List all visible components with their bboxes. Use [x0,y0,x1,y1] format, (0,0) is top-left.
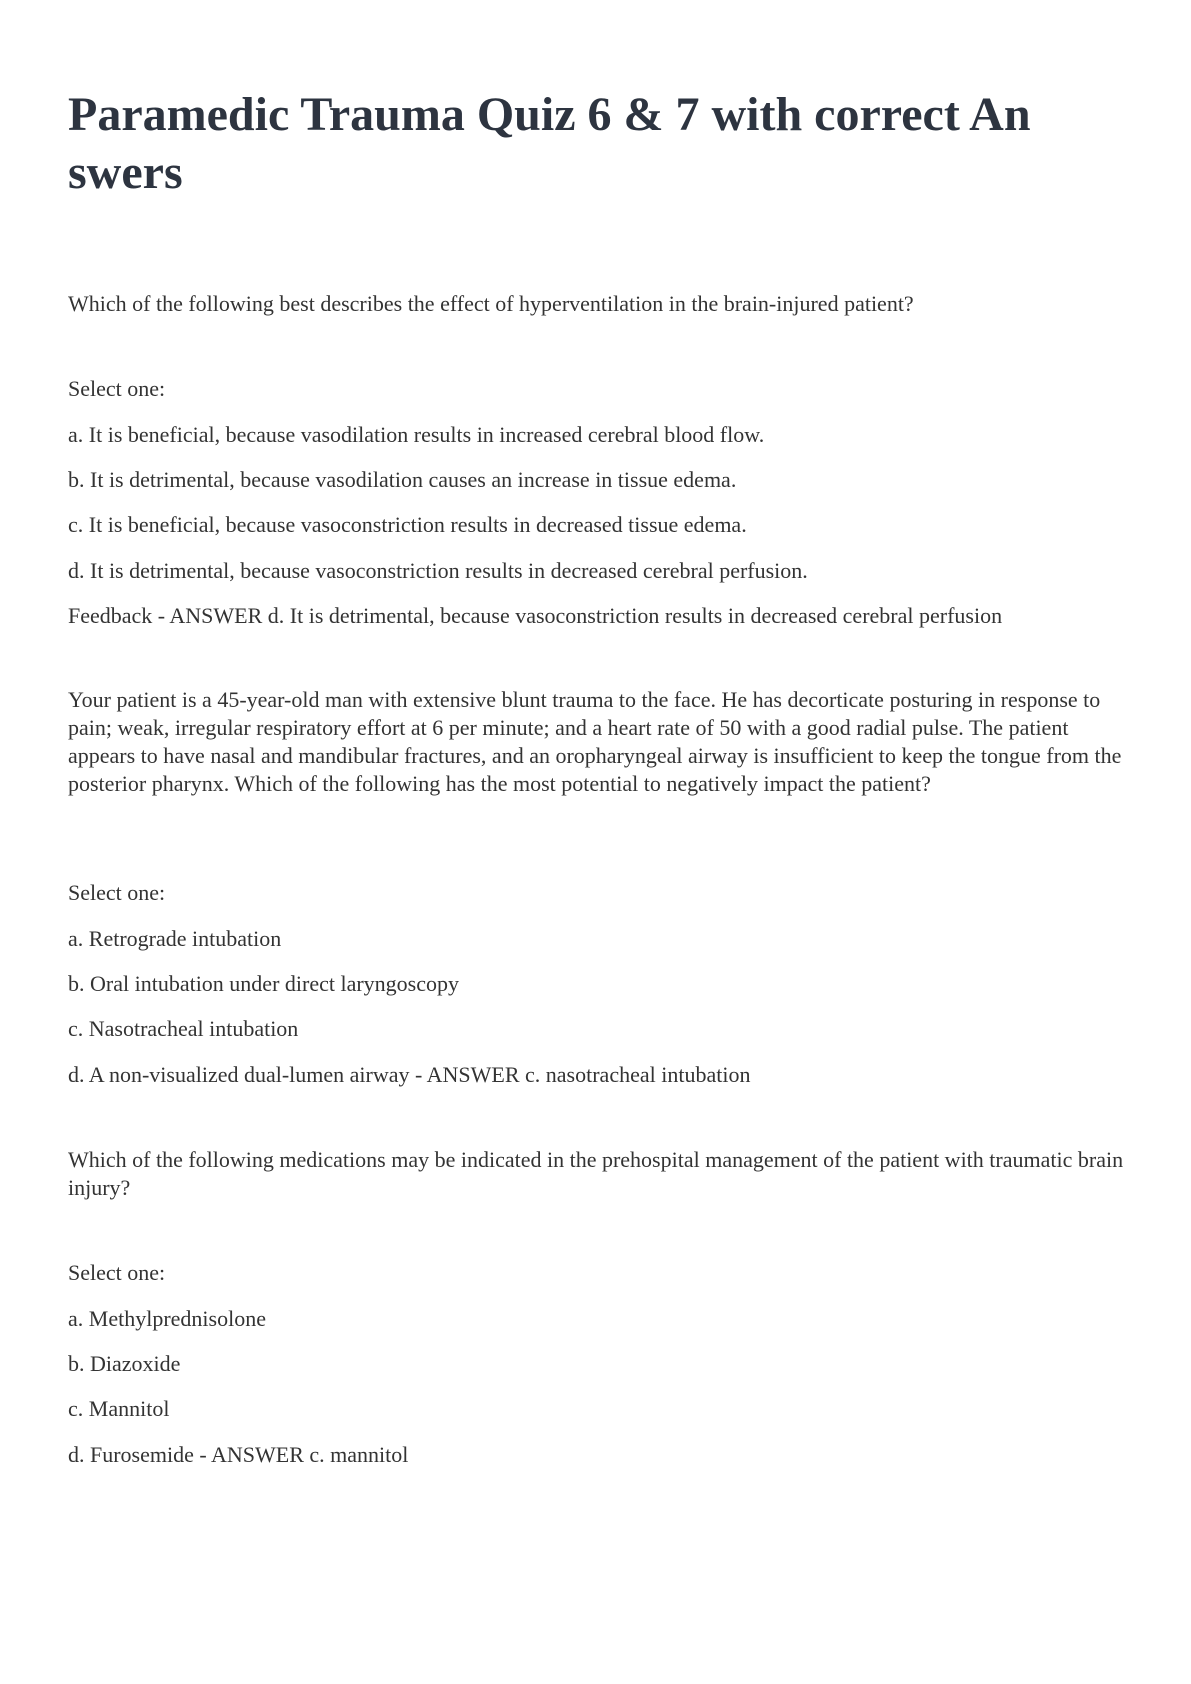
question-2-option-a: a. Retrograde intubation [68,926,282,951]
question-1-option-d: d. It is detrimental, because vasoconstriction results in decreased cerebral perfusion. [68,558,808,583]
question-1-feedback: Feedback - ANSWER d. It is detrimental, because vasoconstriction results in decreased cerebral perfusion [68,603,1003,628]
question-3-prompt: Select one: [68,1260,166,1285]
question-1-option-a: a. It is beneficial, because vasodilation results in increased cerebral blood flow. [68,422,765,447]
question-1-text: Which of the following best describes the effect of hyperventilation in the brain-injured patient? [68,291,914,316]
question-2-prompt: Select one: [68,880,166,905]
question-1-option-b: b. It is detrimental, because vasodilation causes an increase in tissue edema. [68,467,737,492]
question-2-option-d: d. A non-visualized dual-lumen airway - ANSWER c. nasotracheal intubation [68,1062,751,1087]
document-title: Paramedic Trauma Quiz 6 & 7 with correct An swers [68,88,1031,199]
question-2-text: Your patient is a 45-year-old man with extensive blunt trauma to the face. He has decorticate posturing in response to pain; weak, irregular respiratory effort at 6 per minute; and a heart rate of 50 with a good radial pulse. The patient appears to have nasal and mandibular fractures, and an oropharyngeal airway is insufficient to keep the tongue from the posterior pharynx. Which of the following has the most potential to negatively impact the patient? [68,687,1122,796]
question-3-option-d: d. Furosemide - ANSWER c. mannitol [68,1442,409,1467]
question-3-text: Which of the following medications may be indicated in the prehospital management of the patient with traumatic brain injury? [68,1147,1124,1200]
question-1-prompt: Select one: [68,376,166,401]
question-2-option-b: b. Oral intubation under direct laryngoscopy [68,971,460,996]
question-2-option-c: c. Nasotracheal intubation [68,1016,299,1041]
question-3-option-b: b. Diazoxide [68,1351,181,1376]
question-3-option-c: c. Mannitol [68,1396,170,1421]
question-1-option-c: c. It is beneficial, because vasoconstriction results in decreased tissue edema. [68,512,747,537]
question-3-option-a: a. Methylprednisolone [68,1306,266,1331]
